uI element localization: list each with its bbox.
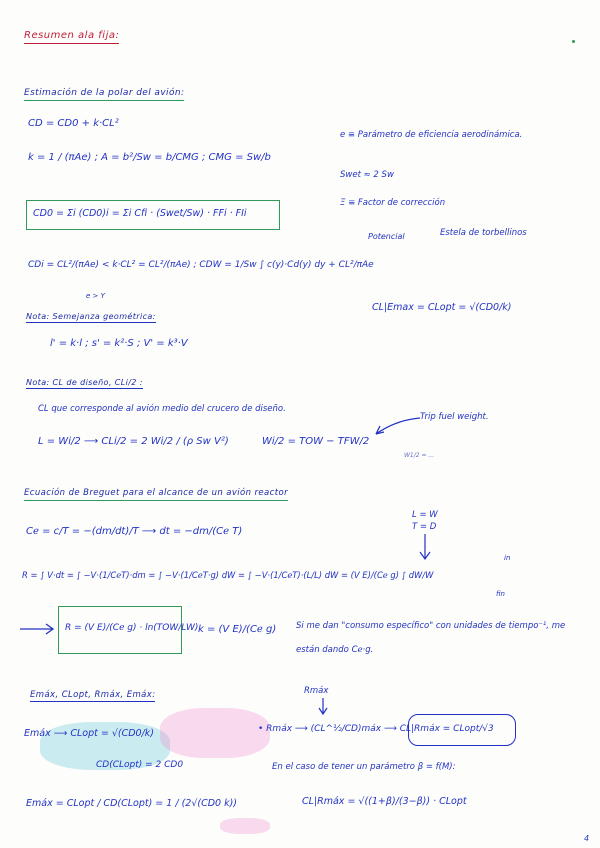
- label-thrust-drag: T = D: [412, 522, 437, 532]
- label-lift-weight: L = W: [412, 510, 438, 520]
- faint-note: W1/2 = ...: [404, 452, 435, 459]
- equation-k-constant: k = (V E)/(Cℯ g): [198, 624, 277, 635]
- equation-cd0: CD0 = Σi (CD0)i = Σi Cfi · (Swet/Sw) · FFi · FIi: [33, 208, 247, 219]
- limit-bottom: fin: [496, 590, 505, 598]
- equation-specific-consumption: Cℯ = c/T = −(dm/dt)/T ⟶ dt = −dm/(Cℯ T): [26, 526, 243, 537]
- section-heading-design-cl: Nota: CL de diseño, CLi/2 :: [26, 378, 143, 387]
- small-note: e > Y: [86, 292, 105, 300]
- limit-top: in: [504, 554, 511, 562]
- note-efficiency: e ≡ Parámetro de eficiencia aerodinámica.: [340, 130, 523, 140]
- section-heading-breguet: Ecuación de Breguet para el alcance de un avión reactor: [24, 488, 288, 501]
- label-potential: Potencial: [368, 232, 405, 241]
- highlight-smudge: [220, 818, 270, 834]
- page-number: 4: [584, 834, 590, 843]
- equation-w-half: Wi/2 = TOW − TFW/2: [262, 436, 370, 447]
- equation-cl-half: L = Wi/2 ⟶ CLi/2 = 2 Wi/2 / (ρ Sw V²): [38, 436, 229, 447]
- equation-cl-beta: CL|Rmáx = √((1+β)/(3−β)) · CLopt: [302, 796, 467, 807]
- note-specific-consumption: Si me dan "consumo específico" con unidades de tiempo⁻¹, me están dando Cℯ·g.: [296, 621, 566, 655]
- design-cl-text: CL que corresponde al avión medio del crucero de diseño.: [38, 404, 286, 414]
- boxed-breguet-range: [58, 606, 199, 654]
- right-arrow-icon: [20, 622, 56, 636]
- section-heading-emax: Emáx, CLopt, Rmáx, Emáx:: [30, 690, 156, 700]
- note-beta-parameter: En el caso de tener un parámetro β = f(M):: [272, 762, 456, 772]
- ink-dot: [572, 40, 575, 43]
- equation-range-integral: R = ∫ V·dt = ∫ −V·(1/CℯT)·dm = ∫ −V·(1/CℯT·g) dW = ∫ −V·(1/CℯT)·(L/L) dW = (V E)/(Cℯ g) ∫ dW/W: [22, 570, 434, 580]
- section-heading-similarity: Nota: Semejanza geométrica:: [26, 312, 156, 321]
- equation-cd: CD = CD0 + k·CL²: [28, 118, 119, 129]
- label-rmax: Rmáx: [304, 686, 329, 696]
- label-vortex-wake: Estela de torbellinos: [440, 228, 527, 238]
- down-arrow-icon: [418, 534, 432, 562]
- equation-cl-opt: CL|Emax = CLopt = √(CD0/k): [372, 302, 512, 313]
- note-swet: Swet ≈ 2 Sw: [340, 170, 394, 180]
- equation-breguet-range: R = (V E)/(Cℯ g) · ln(TOW/LW): [65, 623, 199, 633]
- arrow-icon: [370, 412, 422, 438]
- equation-similarity: l' = k·l ; s' = k²·S ; V' = k³·V: [50, 338, 188, 349]
- equation-emax-clopt: Emáx ⟶ CLopt = √(CD0/k): [24, 728, 155, 739]
- section-heading-polar: Estimación de la polar del avión:: [24, 88, 184, 101]
- boxed-rmax-cl: [408, 714, 516, 746]
- label-trip-fuel: Trip fuel weight.: [420, 412, 489, 422]
- page-title: Resumen ala fija:: [24, 30, 119, 44]
- down-arrow-icon-2: [316, 698, 330, 716]
- highlight-smudge: [160, 708, 270, 758]
- equation-cd-clopt: CD(CLopt) = 2 CD0: [96, 760, 184, 770]
- equation-cdi: CDi = CL²/(πAe) < k·CL² = CL²/(πAe) ; CDW = 1/Sw ∫ c(y)·Cd(y) dy + CL²/πAe: [28, 260, 374, 270]
- equation-rmax: • Rmáx ⟶ (CL^½/CD)máx ⟶ CL|Rmáx = CLopt/√3: [258, 724, 494, 734]
- note-correction-factor: Ξ ≡ Factor de corrección: [340, 198, 446, 208]
- equation-k-aspect: k = 1 / (πAe) ; A = b²/Sw = b/CMG ; CMG = Sw/b: [28, 152, 271, 163]
- boxed-cd0: [26, 200, 280, 230]
- equation-emax: Emáx = CLopt / CD(CLopt) = 1 / (2√(CD0 k)): [26, 798, 238, 809]
